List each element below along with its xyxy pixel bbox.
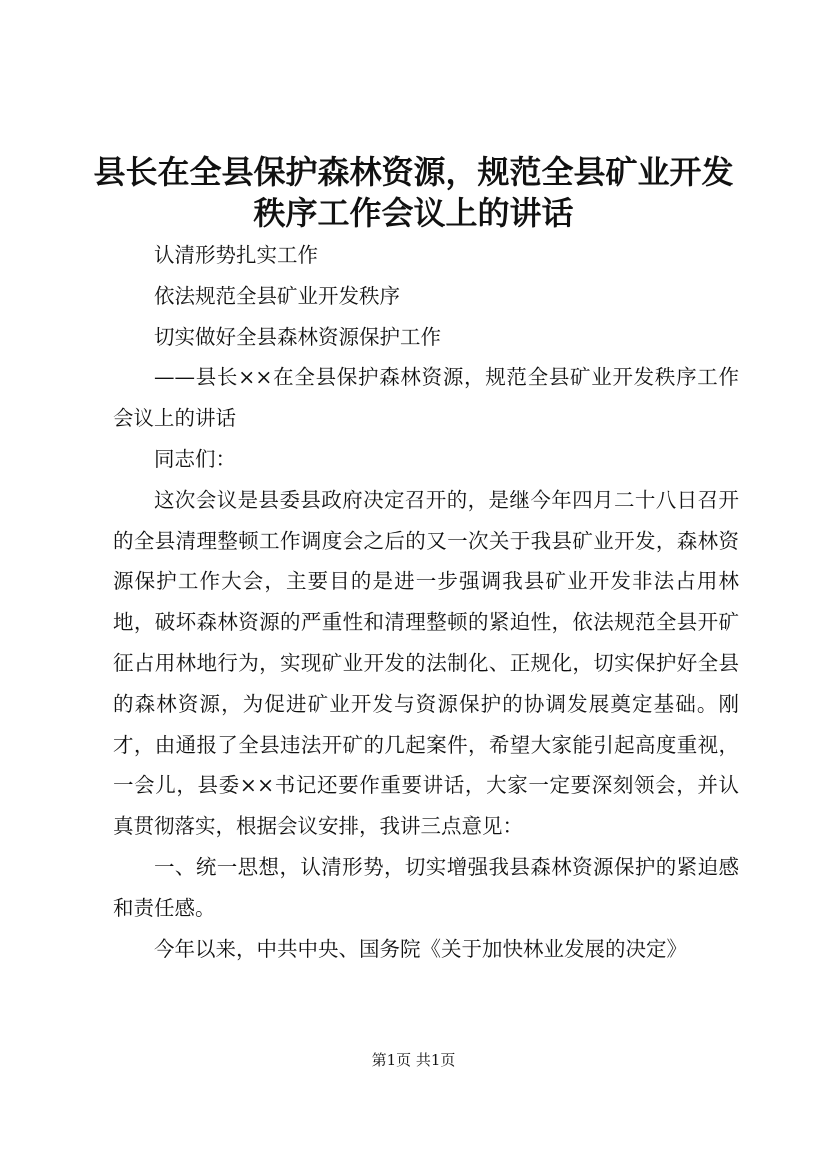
speaker-line: ——县长××在全县保护森林资源，规范全县矿业开发秩序工作会议上的讲话	[113, 365, 739, 431]
document-title-line-2: 秩序工作会议上的讲话	[253, 194, 574, 232]
subtitle-3: 切实做好全县森林资源保护工作	[154, 324, 441, 349]
section-heading-1: 一、统一思想，认清形势，切实增强我县森林资源保护的紧迫感和责任感。	[113, 854, 739, 920]
subtitle-2: 依法规范全县矿业开发秩序	[154, 283, 400, 308]
page-footer: 第1页 共1页	[371, 1051, 456, 1069]
subtitle-1: 认清形势扎实工作	[154, 243, 318, 267]
document-body	[113, 235, 739, 969]
paragraph-continuing: 今年以来，中共中央、国务院《关于加快林业发展的决定》	[154, 936, 687, 961]
salutation: 同志们：	[154, 446, 236, 471]
document-title-line-1: 县长在全县保护森林资源，规范全县矿业开发	[93, 153, 734, 191]
paragraph-intro: 这次会议是县委县政府决定召开的，是继今年四月二十八日召开的全县清理整顿工作调度会之后的又一次关于我县矿业开发，森林资源保护工作大会，主要目的是进一步强调我县矿业开发非法占用林地，破坏森林资源的严重性和清理整顿的紧迫性，依法规范全县开矿征占用林地行为，实现矿业开发的法制化、正规化，切实保护好全县的森林资源，为促进矿业开发与资源保护的协调发展奠定基础。刚才，由通报了全县违法开矿的几起案件，希望大家能引起高度重视，一会儿，县委××书记还要作重要讲话，大家一定要深刻领会，并认真贯彻落实，根据会议安排，我讲三点意见：	[113, 487, 739, 839]
